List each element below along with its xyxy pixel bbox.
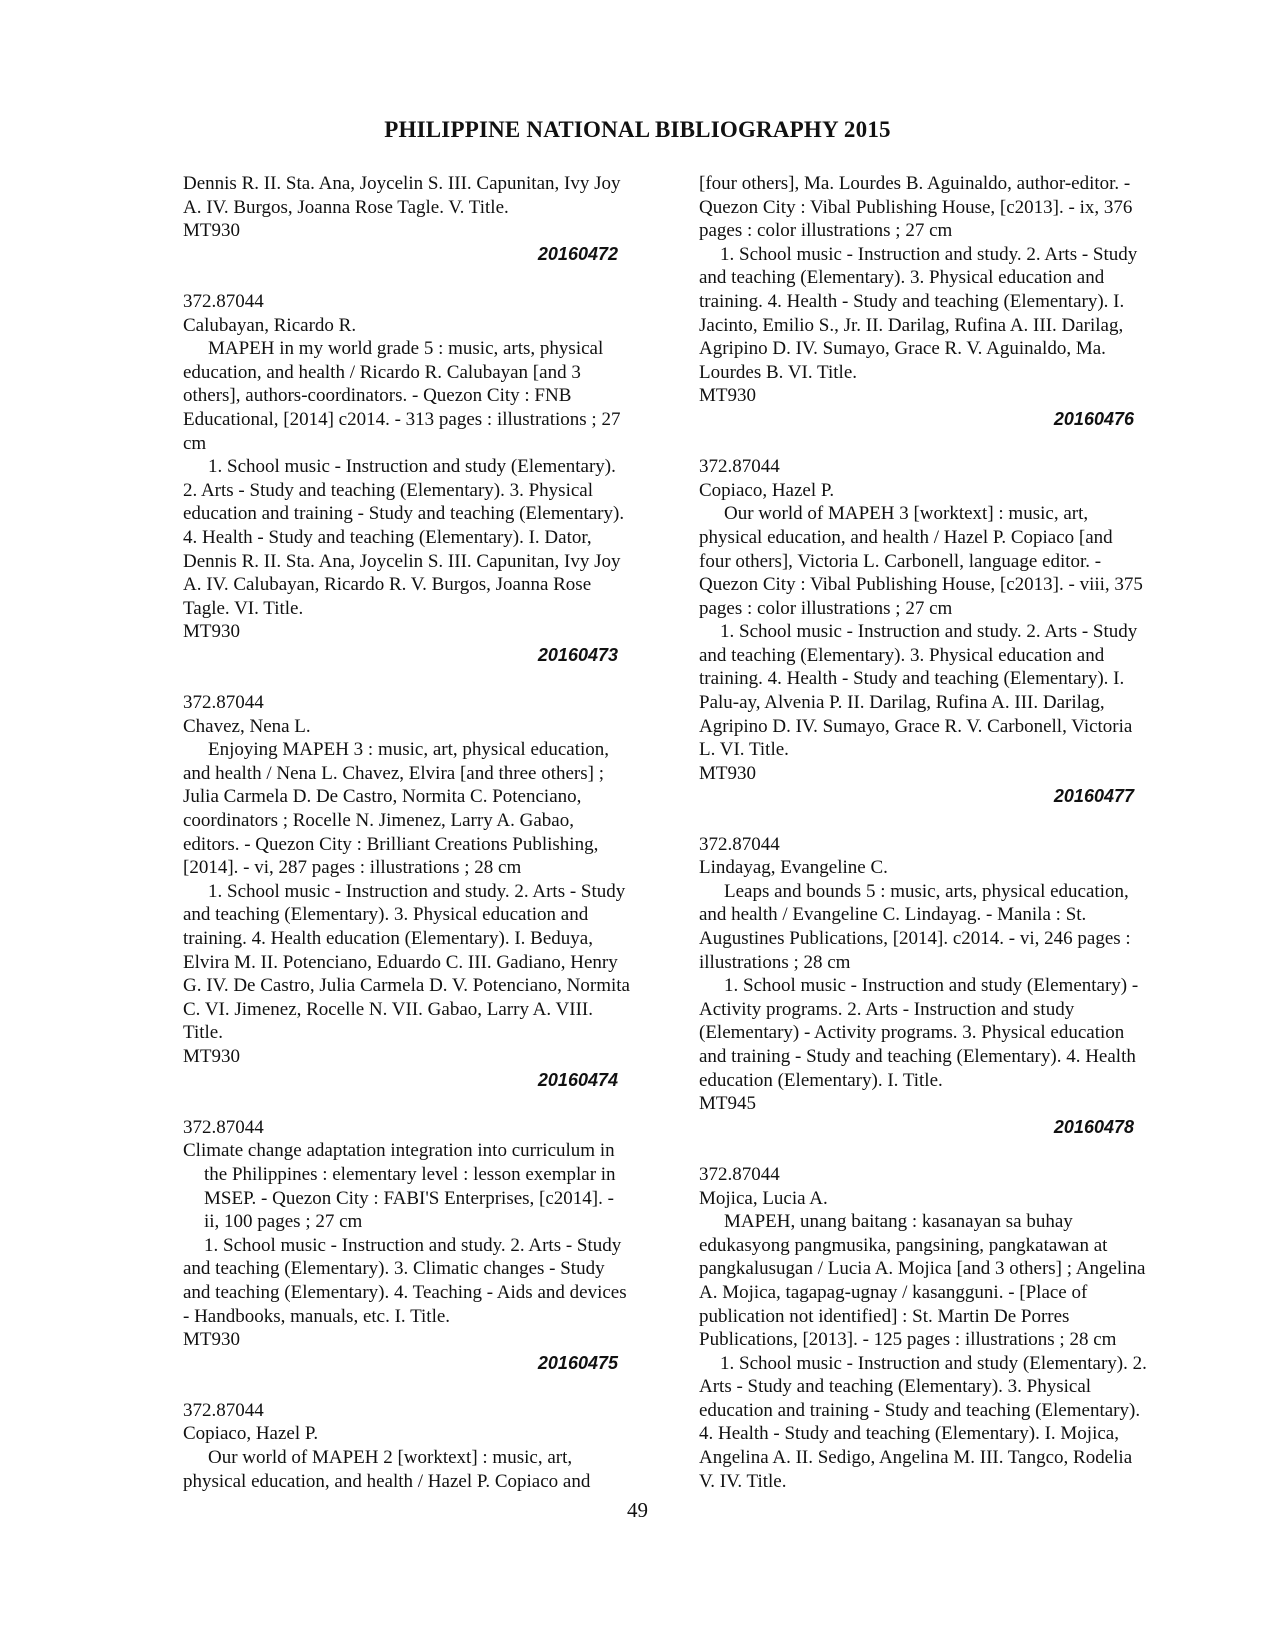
- entry-line: MT945: [699, 1093, 756, 1115]
- entry-line: 372.87044: [699, 833, 780, 855]
- entry-line: (Elementary) - Activity programs. 3. Physical education: [699, 1022, 1125, 1044]
- entry-line: and health / Nena L. Chavez, Elvira [and three others] ;: [183, 762, 604, 784]
- entry-line: and teaching (Elementary). 3. Physical education and: [699, 644, 1105, 666]
- entry-line: and teaching (Elementary). 4. Teaching - Aids and devices: [183, 1281, 627, 1303]
- entry-line: [four others], Ma. Lourdes B. Aguinaldo, author-editor. -: [699, 173, 1131, 194]
- entry-spacer: [183, 667, 666, 691]
- entry-line: 1. School music - Instruction and study. 2. Arts - Study: [204, 1234, 622, 1256]
- entry-line: Quezon City : Vibal Publishing House, [c2013]. - viii, 375: [699, 574, 1143, 596]
- control-number: 20160476: [1053, 408, 1134, 429]
- entry-line: MT930: [183, 220, 240, 242]
- left-column: [183, 172, 666, 1493]
- entry-line: and health / Evangeline C. Lindayag. - Manila : St.: [699, 904, 1087, 926]
- entry-line: coordinators ; Rocelle N. Jimenez, Larry A. Gabao,: [183, 810, 574, 832]
- entry-line: Title.: [183, 1022, 223, 1044]
- entry-line: Educational, [2014] c2014. - 313 pages : illustrations ; 27: [183, 408, 621, 430]
- entry-line: Quezon City : Vibal Publishing House, [c2013]. - ix, 376: [699, 196, 1133, 218]
- entry-line: education and training - Study and teaching (Elementary).: [699, 1399, 1141, 1421]
- entry-line: MT930: [183, 621, 240, 643]
- entry-line: Copiaco, Hazel P.: [183, 1423, 319, 1445]
- entry-spacer: [699, 432, 1191, 456]
- entry-line: L. VI. Title.: [699, 739, 789, 761]
- entry-line: others], authors-coordinators. - Quezon City : FNB: [183, 385, 572, 407]
- entry-line: physical education, and health / Hazel P. Copiaco and: [183, 1470, 591, 1492]
- entry-line: training. 4. Health education (Elementary). I. Beduya,: [183, 928, 593, 949]
- entry-line: G. IV. De Castro, Julia Carmela D. V. Potenciano, Normita: [183, 975, 630, 997]
- entry-line: Mojica, Lucia A.: [699, 1187, 828, 1209]
- page-title: PHILIPPINE NATIONAL BIBLIOGRAPHY 2015: [384, 117, 891, 142]
- entry-line: MSEP. - Quezon City : FABI'S Enterprises, [c2014]. -: [204, 1187, 614, 1209]
- entry-line: pages : color illustrations ; 27 cm: [699, 220, 953, 242]
- entry-line: pages : color illustrations ; 27 cm: [699, 597, 953, 619]
- entry-line: training. 4. Health - Study and teaching (Elementary). I.: [699, 290, 1125, 312]
- entry-line: editors. - Quezon City : Brilliant Creations Publishing,: [183, 833, 599, 855]
- entry-line: physical education, and health / Hazel P. Copiaco [and: [699, 526, 1113, 548]
- entry-line: [2014]. - vi, 287 pages : illustrations ; 28 cm: [183, 857, 522, 879]
- entry-line: 4. Health - Study and teaching (Elementary). I. Mojica,: [699, 1423, 1119, 1445]
- entry-line: Calubayan, Ricardo R.: [183, 314, 357, 336]
- entry-line: pangkalusugan / Lucia A. Mojica [and 3 others] ; Angelina: [699, 1258, 1146, 1280]
- entry-line: 1. School music - Instruction and study (Elementary).: [208, 456, 616, 478]
- entry-line: education and training - Study and teaching (Elementary).: [183, 503, 625, 525]
- entry-line: training. 4. Health - Study and teaching (Elementary). I.: [699, 668, 1125, 690]
- entry-line: V. IV. Title.: [699, 1470, 787, 1492]
- entry-line: Arts - Study and teaching (Elementary). 3. Physical: [699, 1376, 1092, 1398]
- page-number: 49: [627, 1498, 648, 1522]
- entry-line: Augustines Publications, [2014]. c2014. - vi, 246 pages :: [699, 928, 1131, 949]
- entry-line: education, and health / Ricardo R. Calubayan [and 3: [183, 361, 581, 383]
- entry-line: 1. School music - Instruction and study. 2. Arts - Study: [720, 243, 1138, 265]
- entry-line: Agripino D. IV. Sumayo, Grace R. V. Aguinaldo, Ma.: [699, 338, 1106, 360]
- entry-line: 372.87044: [183, 1116, 264, 1138]
- entry-line: MT930: [183, 1329, 240, 1351]
- entry-line: 1. School music - Instruction and study (Elementary) -: [724, 975, 1139, 997]
- entry-line: cm: [183, 432, 207, 454]
- entry-line: MT930: [699, 762, 756, 784]
- entry-line: 372.87044: [183, 692, 264, 714]
- entry-line: Agripino D. IV. Sumayo, Grace R. V. Carbonell, Victoria: [699, 715, 1133, 737]
- entry-line: 372.87044: [183, 1399, 264, 1421]
- right-column: [699, 172, 1191, 1493]
- entry-line: Jacinto, Emilio S., Jr. II. Darilag, Rufina A. III. Darilag,: [699, 314, 1124, 336]
- entry-line: A. IV. Burgos, Joanna Rose Tagle. V. Title.: [183, 196, 509, 218]
- entry-line: A. IV. Calubayan, Ricardo R. V. Burgos, Joanna Rose: [183, 574, 592, 596]
- entry-line: A. Mojica, tagapag-ugnay / kasangguni. - [Place of: [699, 1281, 1088, 1303]
- control-number: 20160478: [1053, 1116, 1134, 1137]
- entry-line: four others], Victoria L. Carbonell, language editor. -: [699, 550, 1102, 572]
- entry-line: Julia Carmela D. De Castro, Normita C. Potenciano,: [183, 786, 582, 808]
- entry-line: Angelina A. II. Sedigo, Angelina M. III. Tangco, Rodelia: [699, 1447, 1133, 1469]
- entry-line: 372.87044: [699, 456, 780, 478]
- entry-line: - Handbooks, manuals, etc. I. Title.: [183, 1305, 451, 1327]
- entry-line: publication not identified] : St. Martin De Porres: [699, 1305, 1070, 1327]
- entry-line: and teaching (Elementary). 3. Physical education and: [699, 267, 1105, 289]
- entry-line: Our world of MAPEH 2 [worktext] : music, art,: [208, 1447, 573, 1469]
- entry-line: Leaps and bounds 5 : music, arts, physical education,: [724, 880, 1129, 902]
- entry-line: Copiaco, Hazel P.: [699, 479, 835, 501]
- entry-line: Lindayag, Evangeline C.: [699, 857, 888, 879]
- control-number: 20160473: [537, 644, 618, 665]
- control-number: 20160474: [537, 1069, 618, 1090]
- entry-line: Publications, [2013]. - 125 pages : illustrations ; 28 cm: [699, 1329, 1117, 1351]
- entry-line: 1. School music - Instruction and study. 2. Arts - Study: [208, 880, 626, 902]
- entry-spacer: [699, 809, 1191, 833]
- control-number: 20160477: [1053, 786, 1134, 807]
- entry-line: Activity programs. 2. Arts - Instruction and study: [699, 998, 1075, 1020]
- entry-line: 372.87044: [183, 290, 264, 312]
- entry-line: Tagle. VI. Title.: [183, 597, 304, 619]
- entry-line: MT930: [699, 385, 756, 407]
- entry-line: MT930: [183, 1045, 240, 1067]
- entry-line: and training - Study and teaching (Elementary). 4. Health: [699, 1045, 1136, 1067]
- entry-line: the Philippines : elementary level : lesson exemplar in: [204, 1163, 616, 1185]
- entry-spacer: [699, 1139, 1191, 1163]
- entry-line: Dennis R. II. Sta. Ana, Joycelin S. III. Capunitan, Ivy Joy: [183, 173, 621, 194]
- entry-line: 1. School music - Instruction and study. 2. Arts - Study: [720, 621, 1138, 643]
- entry-line: and teaching (Elementary). 3. Climatic changes - Study: [183, 1258, 605, 1280]
- entry-line: Chavez, Nena L.: [183, 715, 311, 737]
- entry-line: Dennis R. II. Sta. Ana, Joycelin S. III. Capunitan, Ivy Joy: [183, 550, 621, 572]
- entry-line: 4. Health - Study and teaching (Elementary). I. Dator,: [183, 526, 592, 548]
- control-number: 20160475: [537, 1352, 618, 1373]
- entry-line: Climate change adaptation integration into curriculum in: [183, 1140, 615, 1162]
- entry-line: C. VI. Jimenez, Rocelle N. VII. Gabao, Larry A. VIII.: [183, 998, 593, 1020]
- entry-line: Lourdes B. VI. Title.: [699, 361, 858, 383]
- entry-line: MAPEH in my world grade 5 : music, arts, physical: [208, 338, 604, 360]
- entry-line: Palu-ay, Alvenia P. II. Darilag, Rufina A. III. Darilag,: [699, 692, 1105, 714]
- entry-line: Our world of MAPEH 3 [worktext] : music, art,: [724, 503, 1089, 525]
- control-number: 20160472: [537, 243, 618, 264]
- entry-line: ii, 100 pages ; 27 cm: [204, 1211, 363, 1233]
- entry-line: edukasyong pangmusika, pangsining, pangkatawan at: [699, 1234, 1108, 1256]
- entry-line: Elvira M. II. Potenciano, Eduardo C. III. Gadiano, Henry: [183, 951, 618, 973]
- entry-line: 372.87044: [699, 1163, 780, 1185]
- entry-line: illustrations ; 28 cm: [699, 951, 851, 973]
- entry-line: and teaching (Elementary). 3. Physical education and: [183, 904, 589, 926]
- entry-spacer: [183, 1092, 666, 1116]
- entry-spacer: [183, 1375, 666, 1399]
- entry-line: 2. Arts - Study and teaching (Elementary). 3. Physical: [183, 479, 593, 501]
- entry-spacer: [183, 266, 666, 290]
- entry-line: 1. School music - Instruction and study (Elementary). 2.: [720, 1352, 1147, 1374]
- entry-line: education (Elementary). I. Title.: [699, 1069, 943, 1091]
- entry-line: Enjoying MAPEH 3 : music, art, physical education,: [208, 739, 610, 761]
- entry-line: MAPEH, unang baitang : kasanayan sa buhay: [724, 1211, 1073, 1233]
